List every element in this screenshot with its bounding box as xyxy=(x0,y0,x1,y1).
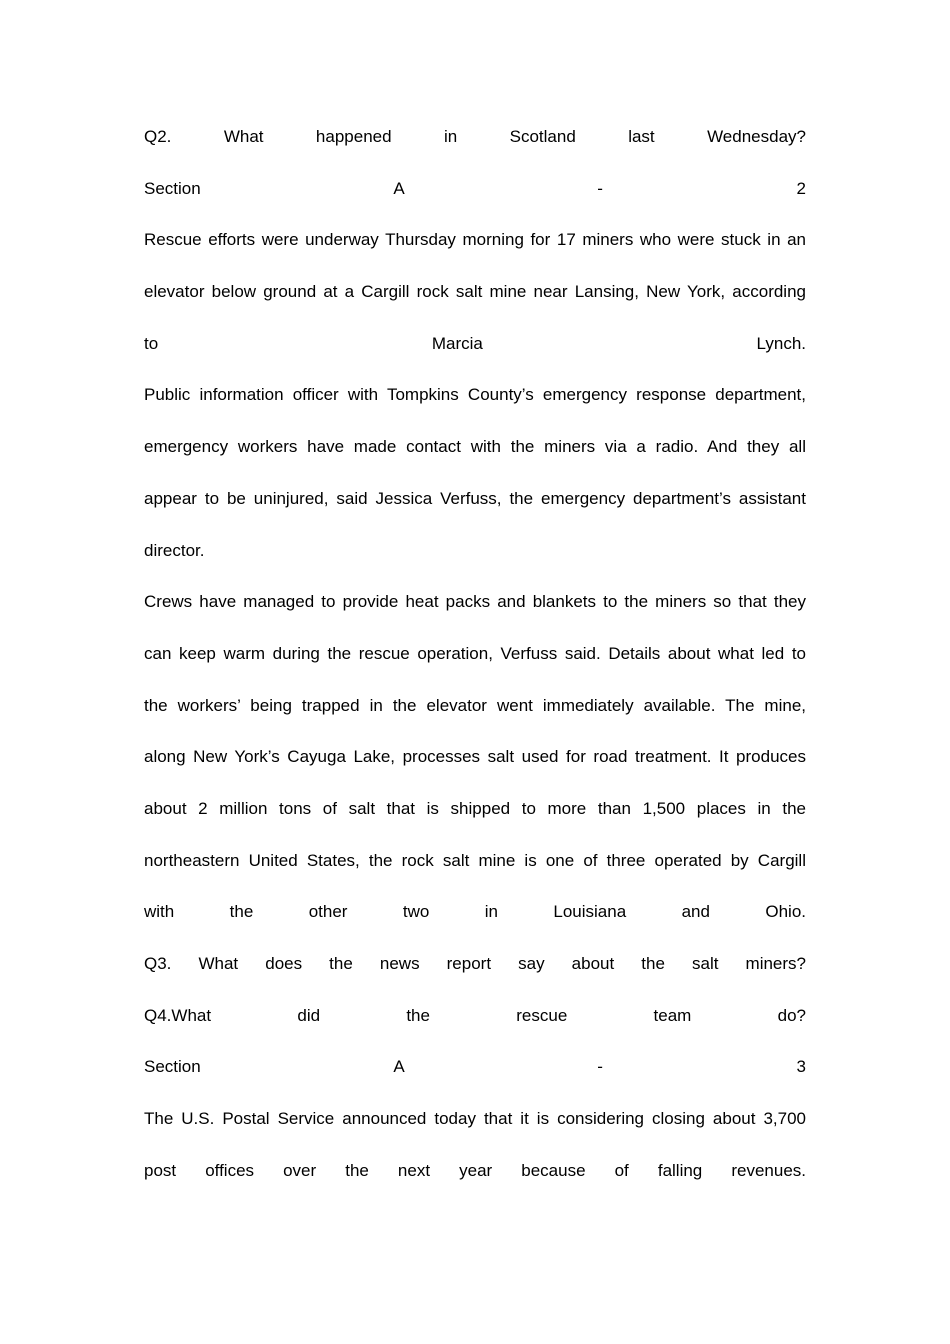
text-line: Crews have managed to provide heat packs and blankets to the miners so that they xyxy=(144,592,806,612)
text-line: post offices over the next year because of falling revenues. xyxy=(144,1160,806,1180)
question-line: Q3. What does the news report say about the salt miners? xyxy=(144,954,806,973)
document-body xyxy=(144,111,806,1196)
section-heading: Section A - 2 xyxy=(144,178,806,198)
text-line: the workers’ being trapped in the elevator went immediately available. The mine, xyxy=(144,695,806,715)
text-line: to Marcia Lynch. xyxy=(144,333,806,353)
text-line: emergency workers have made contact with the miners via a radio. And they all xyxy=(144,437,806,457)
text-line: about 2 million tons of salt that is shipped to more than 1,500 places in the xyxy=(144,798,806,818)
section-heading: Section A - 3 xyxy=(144,1057,806,1077)
text-line: director. xyxy=(144,540,205,560)
text-line: along New York’s Cayuga Lake, processes salt used for road treatment. It produces xyxy=(144,747,806,767)
text-line: can keep warm during the rescue operation, Verfuss said. Details about what led to xyxy=(144,643,806,663)
text-line: appear to be uninjured, said Jessica Verfuss, the emergency department’s assistant xyxy=(144,488,806,508)
text-line: Q2. What happened in Scotland last Wednesday? xyxy=(144,127,806,146)
text-line: with the other two in Louisiana and Ohio. xyxy=(144,902,806,922)
text-line: elevator below ground at a Cargill rock salt mine near Lansing, New York, according xyxy=(144,282,806,302)
question-line: Q4.What did the rescue team do? xyxy=(144,1005,806,1025)
text-line: northeastern United States, the rock salt mine is one of three operated by Cargill xyxy=(144,850,806,870)
text-line: Rescue efforts were underway Thursday morning for 17 miners who were stuck in an xyxy=(144,230,806,250)
text-line: Public information officer with Tompkins County’s emergency response department, xyxy=(144,385,806,405)
text-line: The U.S. Postal Service announced today that it is considering closing about 3,700 xyxy=(144,1109,806,1129)
